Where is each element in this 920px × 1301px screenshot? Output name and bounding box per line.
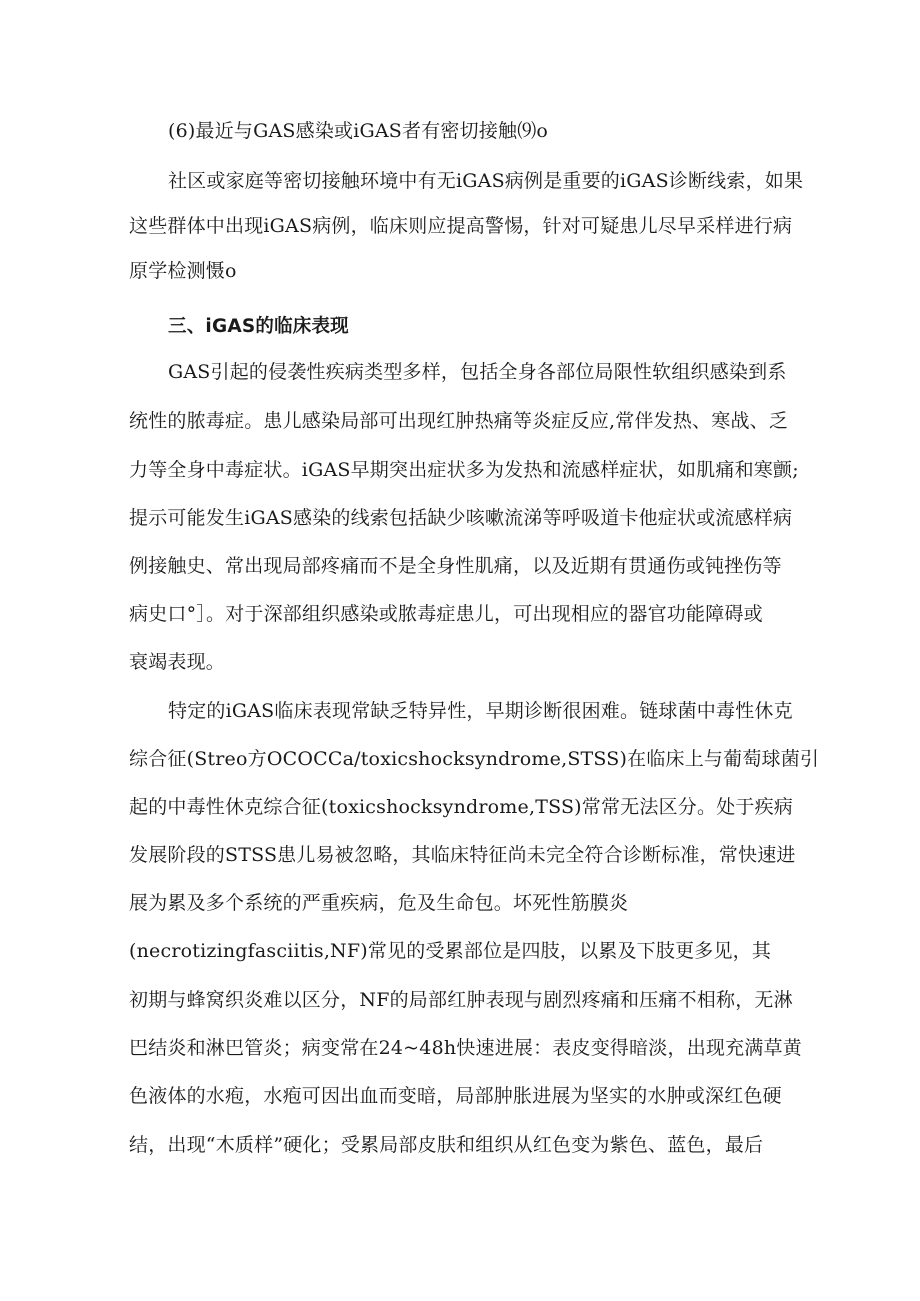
paragraph-line: 展为累及多个系统的严重疾病，危及生命包。坏死性筋膜炎 xyxy=(129,892,629,914)
paragraph-line: 社区或家庭等密切接触环境中有无iGAS病例是重要的iGAS诊断线索，如果 xyxy=(168,170,804,192)
paragraph-line: (necrotizingfasciitis,NF)常见的受累部位是四肢，以累及下肢更多见，其 xyxy=(129,940,772,962)
section-heading: 三、iGAS的临床表现 xyxy=(168,316,349,337)
paragraph-line: 初期与蜂窝织炎难以区分，NF的局部红肿表现与剧烈疼痛和压痛不相称，无淋 xyxy=(129,989,793,1011)
paragraph-line: 结，出现“木质样”硬化；受累局部皮肤和组织从红色变为紫色、蓝色，最后 xyxy=(129,1134,764,1156)
list-item-6: (6)最近与GAS感染或iGAS者有密切接触⑼o xyxy=(168,120,549,142)
paragraph-line: 综合征(Streo方OCOCCa/toxicshocksyndrome,STSS)在临床上与葡萄球菌引 xyxy=(129,748,820,770)
paragraph-line: 特定的iGAS临床表现常缺乏特异性，早期诊断很困难。链球菌中毒性休克 xyxy=(168,700,793,722)
paragraph-line: 这些群体中出现iGAS病例，临床则应提高警惕，针对可疑患儿尽早采样进行病 xyxy=(129,215,793,237)
paragraph-line: 发展阶段的STSS患儿易被忽略，其临床特征尚未完全符合诊断标准，常快速进 xyxy=(129,844,796,866)
paragraph-line: 起的中毒性休克综合征(toxicshocksyndrome,TSS)常常无法区分。处于疾病 xyxy=(129,796,793,818)
paragraph-line: 巴结炎和淋巴管炎；病变常在24~48h快速进展：表皮变得暗淡，出现充满草黄 xyxy=(129,1037,802,1059)
paragraph-line: GAS引起的侵袭性疾病类型多样，包括全身各部位局限性软组织感染到系 xyxy=(168,361,787,383)
paragraph-line: 原学检测慑o xyxy=(129,260,237,282)
paragraph-line: 衰竭表现。 xyxy=(129,651,226,673)
paragraph-line: 病史口°］。对于深部组织感染或脓毒症患儿，可出现相应的器官功能障碍或 xyxy=(129,603,763,625)
paragraph-line: 例接触史、常出现局部疼痛而不是全身性肌痛，以及近期有贯通伤或钝挫伤等 xyxy=(129,555,782,577)
paragraph-line: 提示可能发生iGAS感染的线索包括缺少咳嗽流涕等呼吸道卡他症状或流感样病 xyxy=(129,507,793,529)
paragraph-line: 力等全身中毒症状。iGAS早期突出症状多为发热和流感样症状，如肌痛和寒颤; xyxy=(129,459,799,481)
paragraph-line: 色液体的水疱，水疱可因出血而变暗，局部肿胀进展为坚实的水肿或深红色硬 xyxy=(129,1085,782,1107)
paragraph-line: 统性的脓毒症。患儿感染局部可出现红肿热痛等炎症反应,常伴发热、寒战、乏 xyxy=(129,410,789,432)
